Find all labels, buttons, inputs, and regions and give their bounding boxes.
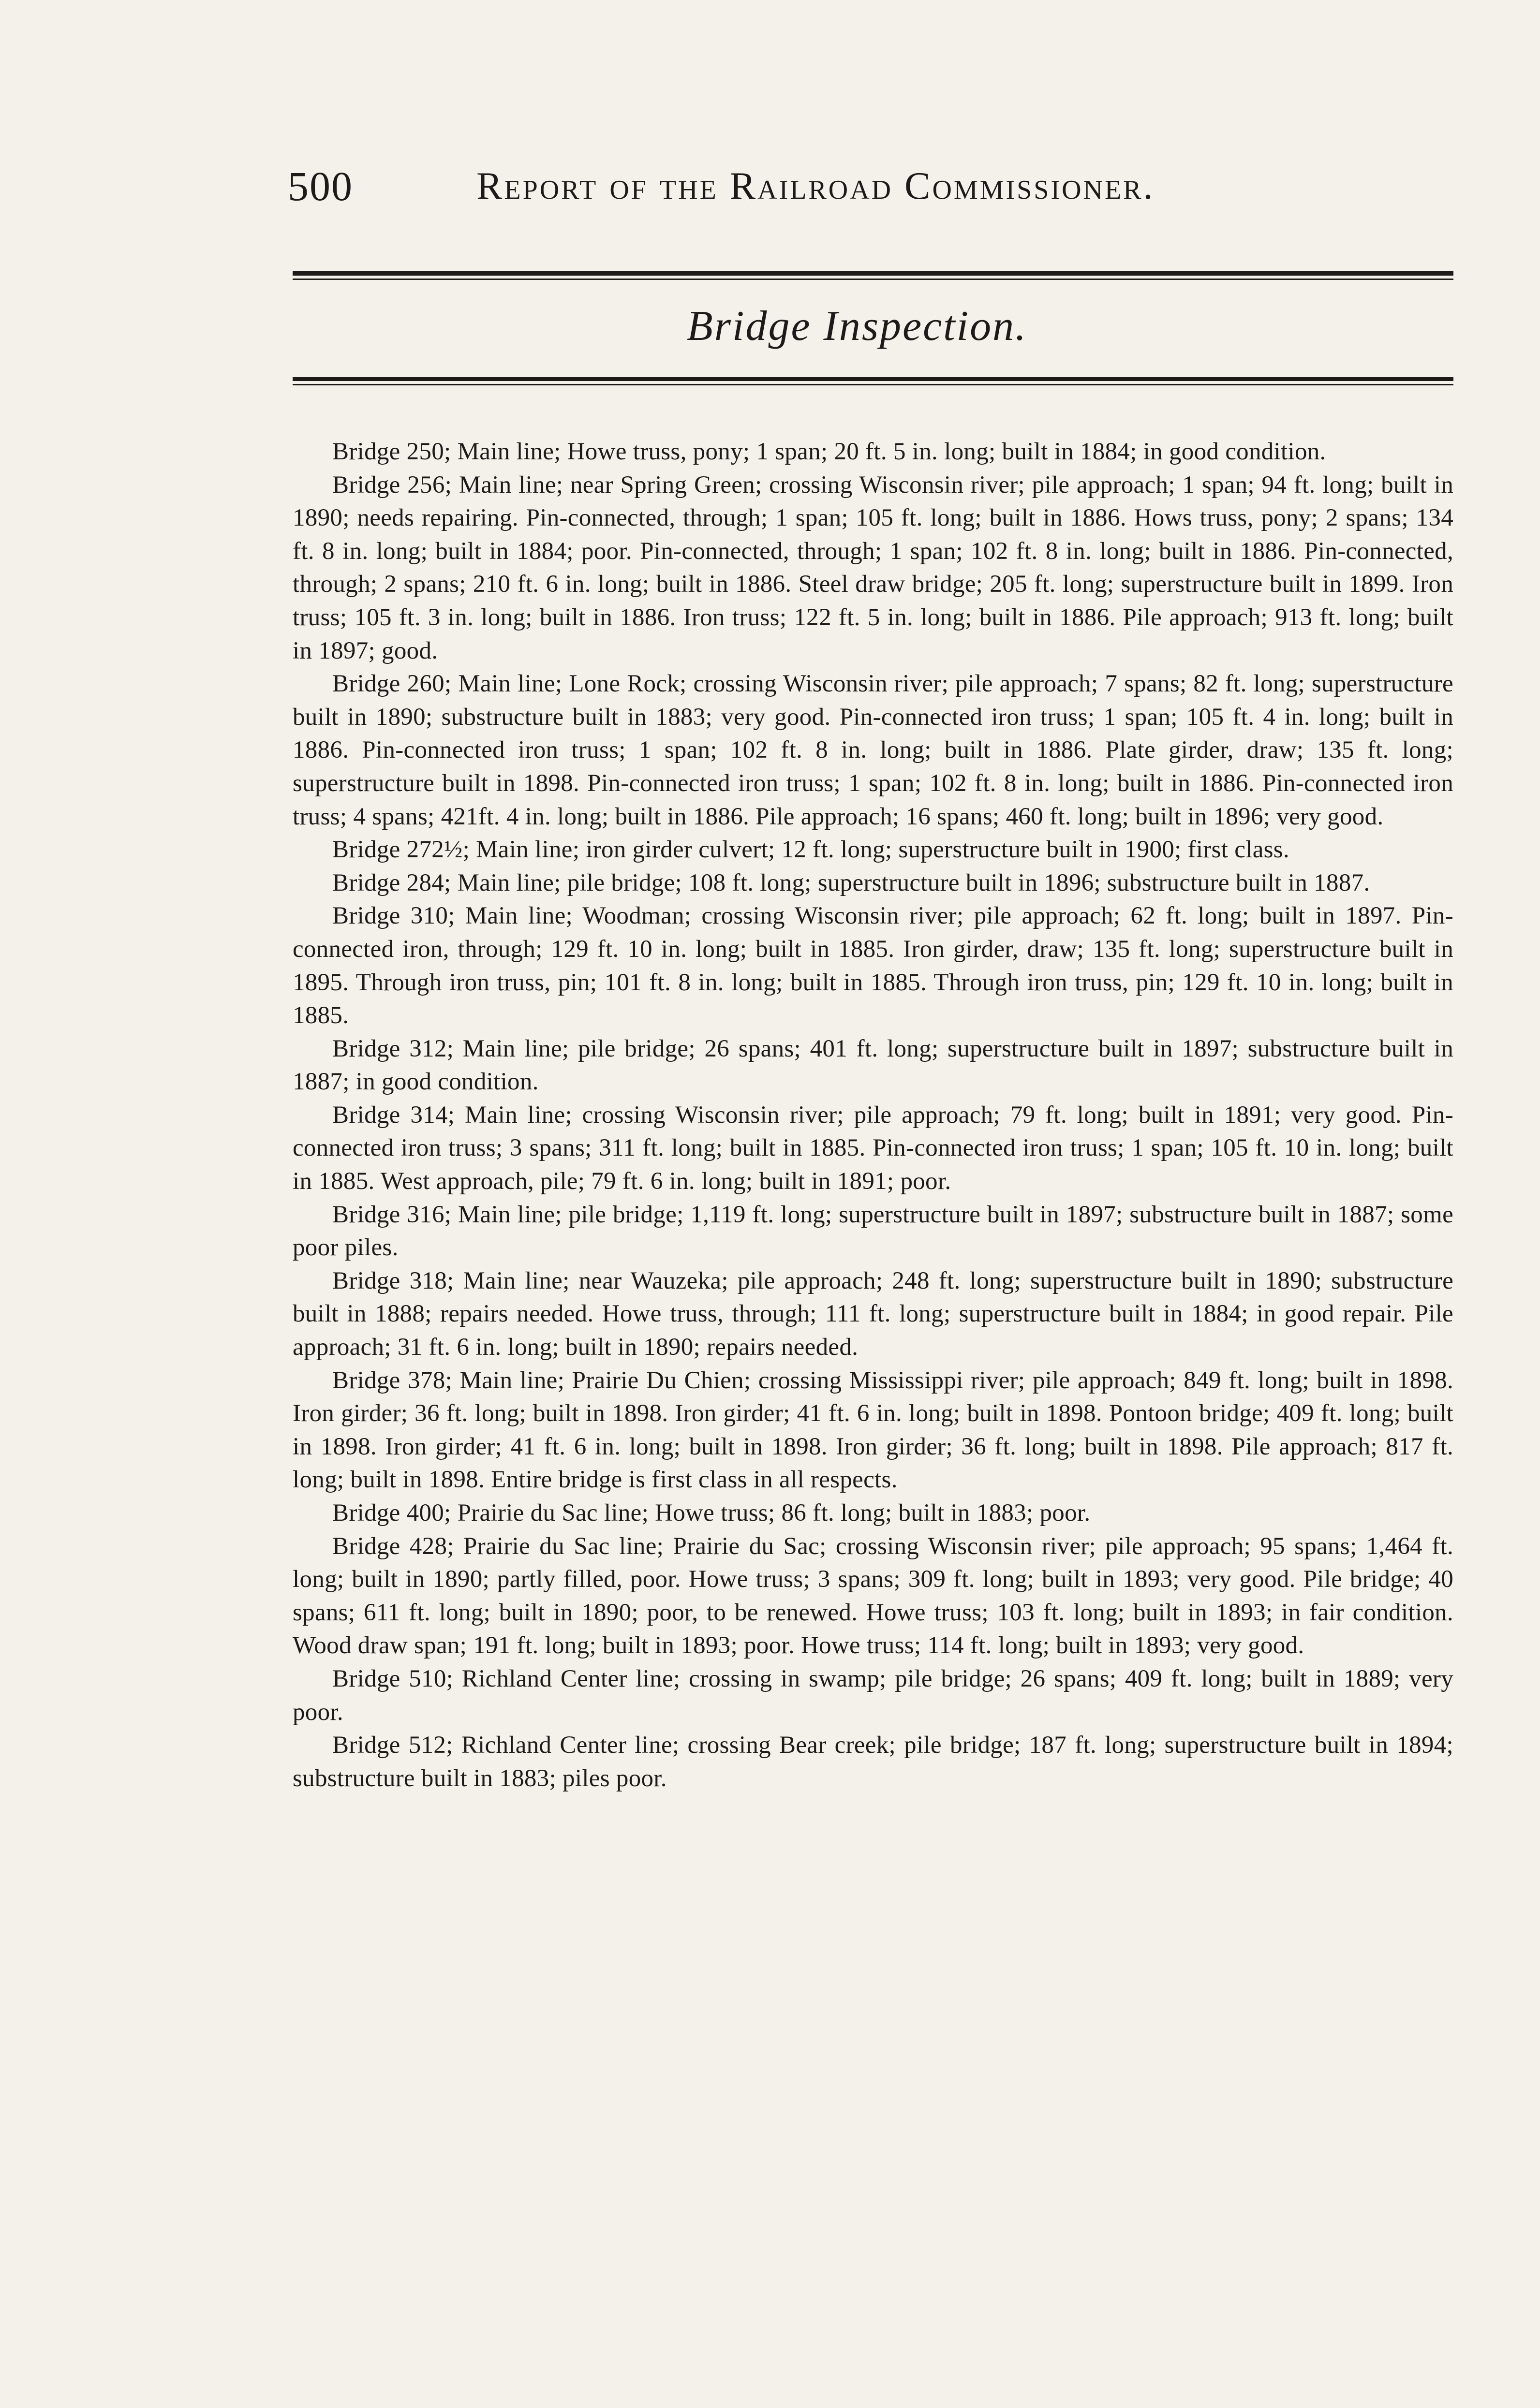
running-head bbox=[288, 160, 1458, 213]
bridge-entry-284: Bridge 284; Main line; pile bridge; 108 ft. long; superstructure built in 1896; substructure built in 1887. bbox=[332, 869, 1370, 896]
bridge-entry-250: Bridge 250; Main line; Howe truss, pony; 1 span; 20 ft. 5 in. long; built in 1884; in good condition. bbox=[332, 438, 1326, 465]
bridge-entry-378: Bridge 378; Main line; Prairie Du Chien; crossing Mississippi river; pile approach; 849 ft. long; built in 1898. Iron girder; 36 ft. long; built in 1898. Iron girder; 41 ft. 6 in. long; built in 1898. Pontoon bridge; 409 ft. long; built in 1898. Iron girder; 41 ft. 6 in. long; built in 1898. Iron girder; 36 ft. long; built in 1898. Pile approach; 817 ft. long; built in 1898. Entire bridge is first class in all respects. bbox=[293, 1366, 1453, 1494]
bridge-entry-428: Bridge 428; Prairie du Sac line; Prairie du Sac; crossing Wisconsin river; pile approach; 95 spans; 1,464 ft. long; built in 1890; partly filled, poor. Howe truss; 3 spans; 309 ft. long; built in 1893; very good. Pile bridge; 40 spans; 611 ft. long; built in 1890; poor, to be renewed. Howe truss; 103 ft. long; built in 1893; in fair condition. Wood draw span; 191 ft. long; built in 1893; poor. Howe truss; 114 ft. long; built in 1893; very good. bbox=[293, 1532, 1453, 1659]
bridge-entries bbox=[293, 435, 1453, 1795]
bridge-entry-260: Bridge 260; Main line; Lone Rock; crossing Wisconsin river; pile approach; 7 spans; 82 ft. long; superstructure built in 1890; substructure built in 1883; very good. Pin-connected iron truss; 1 span; 105 ft. 4 in. long; built in 1886. Pin-connected iron truss; 1 span; 102 ft. 8 in. long; built in 1886. Plate girder, draw; 135 ft. long; superstructure built in 1898. Pin-connected iron truss; 1 span; 102 ft. 8 in. long; built in 1886. Pin-connected iron truss; 4 spans; 421ft. 4 in. long; built in 1886. Pile approach; 16 spans; 460 ft. long; built in 1896; very good. bbox=[293, 670, 1453, 830]
page-number: 500 bbox=[288, 163, 353, 209]
bridge-entry-318: Bridge 318; Main line; near Wauzeka; pile approach; 248 ft. long; superstructure built in 1890; substructure built in 1888; repairs needed. Howe truss, through; 111 ft. long; superstructure built in 1884; in good repair. Pile approach; 31 ft. 6 in. long; built in 1890; repairs needed. bbox=[293, 1267, 1453, 1361]
bridge-entry-310: Bridge 310; Main line; Woodman; crossing Wisconsin river; pile approach; 62 ft. long; built in 1897. Pin-connected iron, through; 129 ft. 10 in. long; built in 1885. Iron girder, draw; 135 ft. long; superstructure built in 1895. Through iron truss, pin; 101 ft. 8 in. long; built in 1885. Through iron truss, pin; 129 ft. 10 in. long; built in 1885. bbox=[293, 902, 1453, 1029]
top-rule-thin bbox=[293, 279, 1453, 280]
running-title: Report of the Railroad Commissioner. bbox=[476, 165, 1155, 207]
bridge-entry-510: Bridge 510; Richland Center line; crossing in swamp; pile bridge; 26 spans; 409 ft. long; built in 1889; very poor. bbox=[293, 1665, 1453, 1726]
section-heading: Bridge Inspection. bbox=[687, 303, 1028, 350]
bottom-rule-thick bbox=[293, 377, 1453, 381]
bridge-entry-400: Bridge 400; Prairie du Sac line; Howe truss; 86 ft. long; built in 1883; poor. bbox=[332, 1499, 1091, 1527]
bridge-entry-256: Bridge 256; Main line; near Spring Green; crossing Wisconsin river; pile approach; 1 span; 94 ft. long; built in 1890; needs repairing. Pin-connected, through; 1 span; 105 ft. long; built in 1886. Hows truss, pony; 2 spans; 134 ft. 8 in. long; built in 1884; poor. Pin-connected, through; 1 span; 102 ft. 8 in. long; built in 1886. Pin-connected, through; 2 spans; 210 ft. 6 in. long; built in 1886. Steel draw bridge; 205 ft. long; superstructure built in 1899. Iron truss; 105 ft. 3 in. long; built in 1886. Iron truss; 122 ft. 5 in. long; built in 1886. Pile approach; 913 ft. long; built in 1897; good. bbox=[293, 471, 1453, 664]
bridge-entry-314: Bridge 314; Main line; crossing Wisconsin river; pile approach; 79 ft. long; built in 1891; very good. Pin-connected iron truss; 3 spans; 311 ft. long; built in 1885. Pin-connected iron truss; 1 span; 105 ft. 10 in. long; built in 1885. West approach, pile; 79 ft. 6 in. long; built in 1891; poor. bbox=[293, 1101, 1453, 1195]
bridge-entry-512: Bridge 512; Richland Center line; crossing Bear creek; pile bridge; 187 ft. long; superstructure built in 1894; substructure built in 1883; piles poor. bbox=[293, 1732, 1453, 1792]
bridge-entry-312: Bridge 312; Main line; pile bridge; 26 spans; 401 ft. long; superstructure built in 1897; substructure built in 1887; in good condition. bbox=[293, 1035, 1453, 1096]
bottom-rule-thin bbox=[293, 384, 1453, 385]
bridge-entry-316: Bridge 316; Main line; pile bridge; 1,119 ft. long; superstructure built in 1897; substructure built in 1887; some poor piles. bbox=[293, 1201, 1453, 1262]
top-rule-thick bbox=[293, 271, 1453, 276]
bridge-entry-272-half: Bridge 272½; Main line; iron girder culvert; 12 ft. long; superstructure built in 1900; first class. bbox=[332, 836, 1289, 864]
